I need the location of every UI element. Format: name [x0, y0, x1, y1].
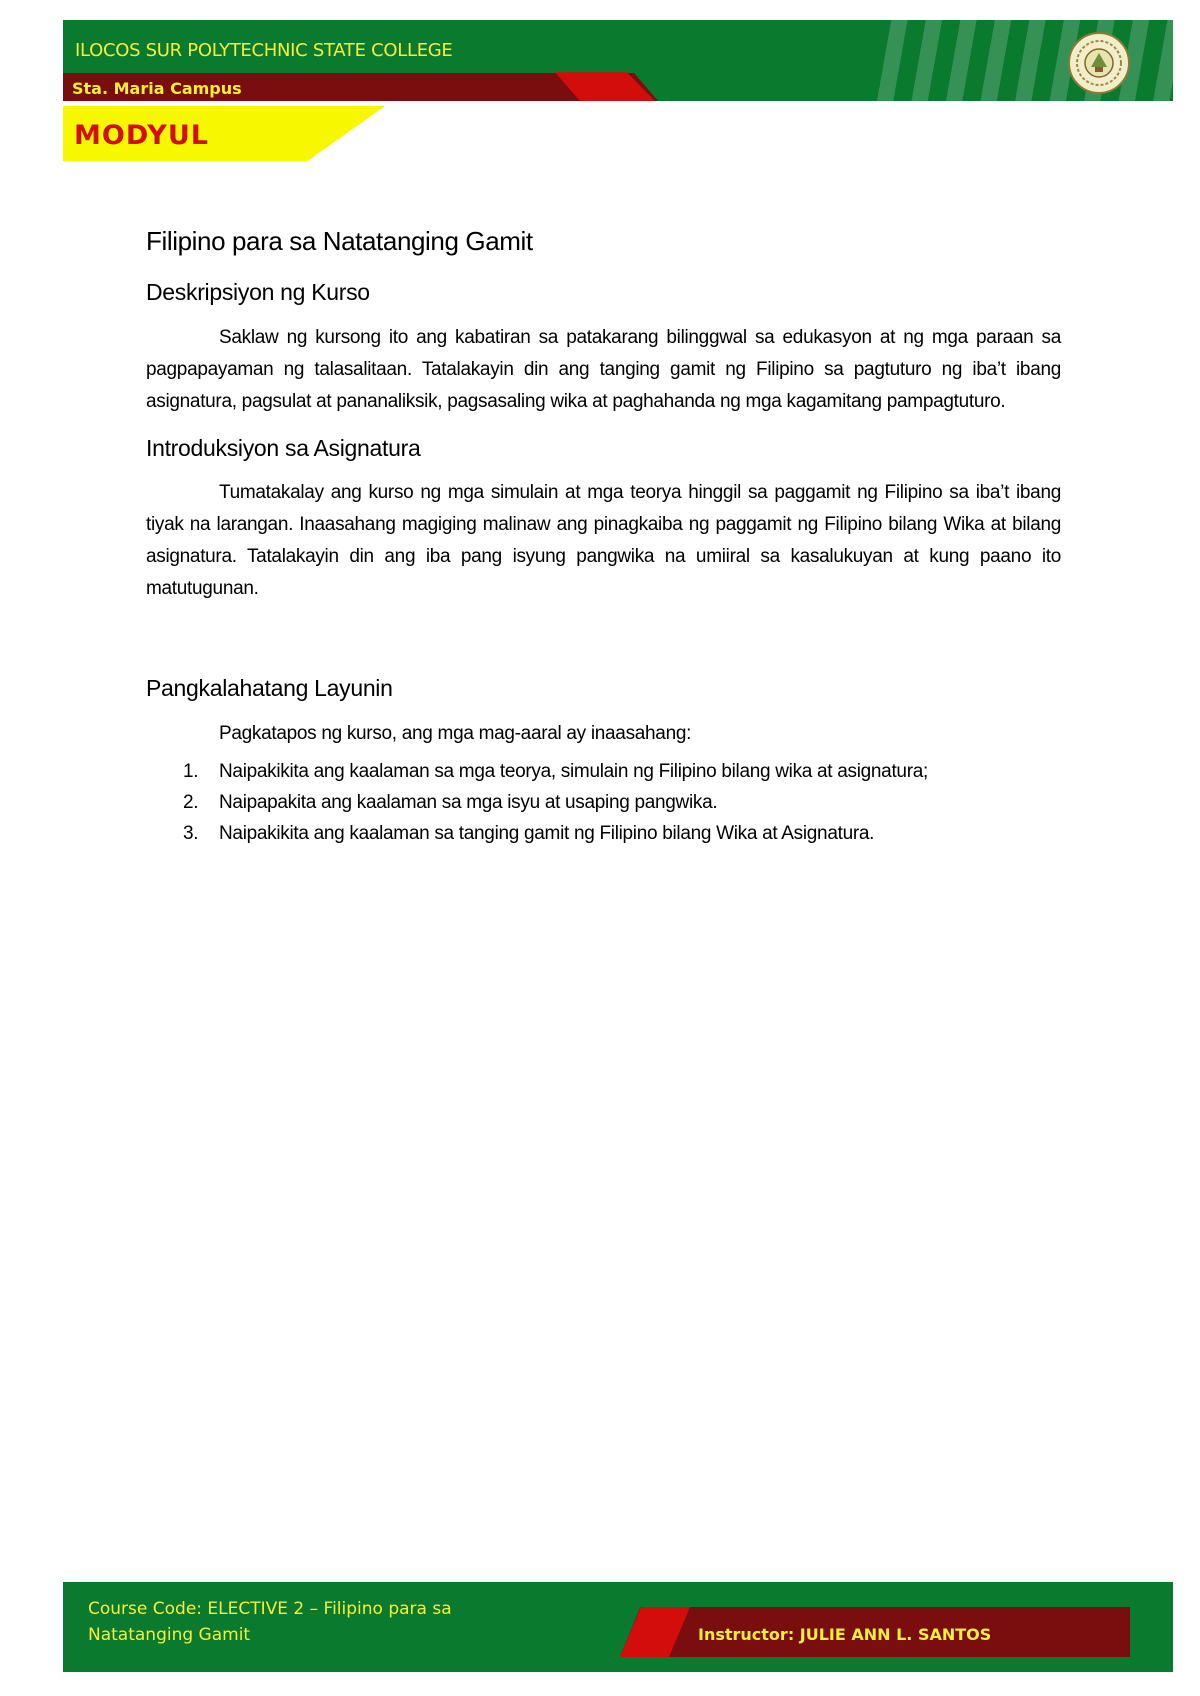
list-number: 2.	[183, 791, 199, 813]
instructor-name: Instructor: JULIE ANN L. SANTOS	[698, 1625, 992, 1644]
course-code-line2: Natatanging Gamit	[88, 1625, 251, 1645]
course-code-line1: Course Code: ELECTIVE 2 – Filipino para sa	[88, 1599, 452, 1619]
list-text: Naipakikita ang kaalaman sa tanging gamit ng Filipino bilang Wika at Asignatura.	[219, 822, 875, 844]
section-body-introduksiyon: Tumatakalay ang kurso ng mga simulain at mga teorya hinggil sa paggamit ng Filipino sa iba’t ibang tiyak na larangan. Inaasahang magiging malinaw ang pinagkaiba ng paggamit ng Filipino bilang Wika at bilang asignatura. Tatalakayin din ang iba pang isyung pangwika na umiiral sa kasalukuyan at kung paano ito matutugunan.	[146, 482, 1061, 600]
list-item	[146, 787, 1061, 818]
list-number: 1.	[183, 760, 199, 782]
objectives-lead: Pagkatapos ng kurso, ang mga mag-aaral ay inaasahang:	[219, 722, 692, 744]
main-content	[146, 226, 1061, 849]
list-text: Naipapakita ang kaalaman sa mga isyu at usaping pangwika.	[219, 791, 718, 813]
objectives-list	[146, 756, 1061, 849]
section-heading-deskripsiyon: Deskripsiyon ng Kurso	[146, 279, 370, 306]
list-item	[146, 756, 1061, 787]
section-heading-introduksiyon: Introduksiyon sa Asignatura	[146, 434, 421, 461]
college-name: ILOCOS SUR POLYTECHNIC STATE COLLEGE	[75, 40, 453, 61]
list-number: 3.	[183, 822, 199, 844]
list-text: Naipakikita ang kaalaman sa mga teorya, simulain ng Filipino bilang wika at asignatura;	[219, 760, 928, 782]
modyul-badge: MODYUL	[74, 120, 209, 151]
list-item	[146, 818, 1061, 849]
course-code	[88, 1596, 452, 1648]
campus-name: Sta. Maria Campus	[72, 79, 242, 98]
college-seal-icon	[1067, 31, 1131, 95]
page-title: Filipino para sa Natatanging Gamit	[146, 226, 533, 256]
section-body-deskripsiyon: Saklaw ng kursong ito ang kabatiran sa patakarang bilinggwal sa edukasyon at ng mga paraan sa pagpapayaman ng talasalitaan. Tatalakayin din ang tanging gamit ng Filipino sa pagtuturo ng iba’t ibang asignatura, pagsulat at pananaliksik, pagsasaling wika at paghahanda ng mga kagamitang pampagtuturo.	[146, 326, 1061, 412]
section-heading-layunin: Pangkalahatang Layunin	[146, 675, 393, 702]
